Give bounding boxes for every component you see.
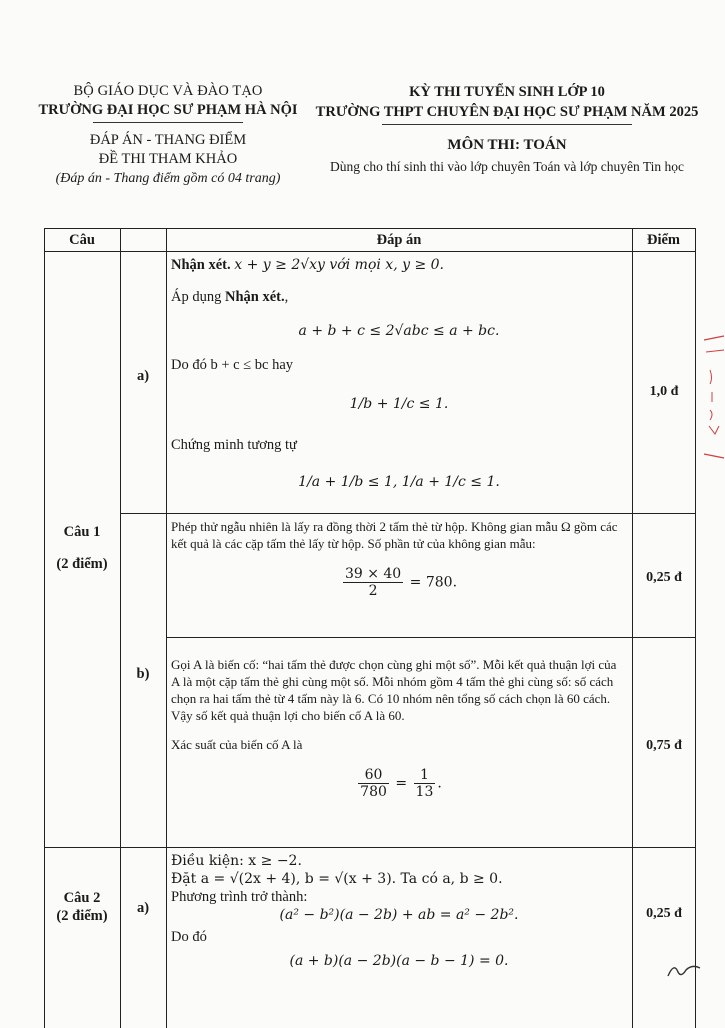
remark-label: Nhận xét. [171, 257, 231, 273]
exam-title: KỲ THI TUYỂN SINH LỚP 10 [409, 84, 605, 100]
row-divider-1a-1b [120, 513, 696, 514]
part-1a-label: a) [136, 368, 150, 384]
apply-remark: Nhận xét. [224, 289, 285, 305]
part-1b-label: b) [136, 666, 150, 682]
header-right [308, 82, 706, 176]
substitution-line: Đặt a = √(2x + 4), b = √(x + 3). Ta có a, b ≥ 0. [171, 871, 503, 887]
ministry-name: BỘ GIÁO DỤC VÀ ĐÀO TẠO [73, 83, 263, 99]
equation-becomes: Phương trình trở thành: [171, 889, 308, 905]
col-header-answer: Đáp án [376, 232, 422, 248]
equation-1a-3: 1/a + 1/b ≤ 1, 1/a + 1/c ≤ 1. [298, 474, 500, 490]
similar-proof-line: Chứng minh tương tự [171, 437, 297, 453]
signature-mark [664, 958, 704, 980]
domain-condition: Điều kiện: x ≥ −2. [171, 853, 302, 869]
answer-2a [171, 852, 627, 970]
header-left [34, 82, 302, 188]
fraction-denominator: 13 [415, 784, 434, 800]
fraction-sample-count [343, 566, 403, 599]
score-1b-1: 0,25 đ [646, 570, 682, 585]
audience-note: Dùng cho thí sinh thi vào lớp chuyên Toán và lớp chuyên Tin học [330, 159, 684, 174]
fraction-numerator: 60 [358, 767, 389, 784]
remark-inequality: x + y ≥ 2√xy với mọi x, y ≥ 0. [234, 257, 444, 273]
equation-1a-2: 1/b + 1/c ≤ 1. [349, 396, 449, 412]
equation-2a-1: (a² − b²)(a − 2b) + ab = a² − 2b². [279, 907, 519, 923]
since-line: Do đó b + c ≤ bc hay [171, 357, 294, 373]
probability-intro: Xác suất của biến cố A là [171, 737, 303, 752]
fraction-denominator: 780 [360, 784, 387, 800]
question-1-label: Câu 1 [63, 524, 101, 540]
question-2-points: (2 điểm) [56, 908, 108, 924]
table-border-right [695, 228, 696, 1028]
fraction-probability-reduced [414, 767, 436, 800]
stamp-edge-mark [700, 330, 725, 470]
row-divider-1b-parts [166, 637, 696, 638]
answer-table [44, 228, 696, 1028]
header-rule-right [382, 124, 632, 125]
answer-1b-probability [171, 656, 627, 800]
answer-1a [171, 256, 627, 500]
equation-2a-2: (a + b)(a − 2b)(a − b − 1) = 0. [289, 953, 509, 969]
header-rule-left [93, 122, 243, 123]
score-1b-2: 0,75 đ [646, 738, 682, 753]
favorable-outcomes-text: Gọi A là biến cố: “hai tấm thẻ được chọn cùng ghi một số”. Mỗi kết quả thuận lợi của A là một cặp tấm thẻ ghi cùng một số. Mỗi nhóm gồm 4 tấm thẻ ghi cùng số: số cách chọn ra hai tấm thẻ từ 4 tấm này là 6. Có 10 nhóm nên tổng số cách chọn là 60 cách. Vậy số kết quả thuận lợi cho biến cố A là 60. [171, 657, 617, 723]
equation-1b-2: $\frac{60}{780}$ = $\frac{1}{13}$ . [360, 767, 442, 800]
hence-line: Do đó [171, 929, 207, 945]
score-2a: 0,25 đ [646, 906, 682, 921]
table-header-bottom [44, 251, 696, 252]
fraction-numerator: 39 × 40 [344, 566, 402, 582]
col-header-question: Câu [69, 232, 95, 248]
score-1a: 1,0 đ [649, 384, 679, 399]
fraction-probability [358, 767, 389, 800]
page-count-note: (Đáp án - Thang điểm gồm có 04 trang) [55, 171, 281, 186]
equation-1a-1: a + b + c ≤ 2√abc ≤ a + bc. [298, 323, 500, 339]
table-top-border [44, 228, 696, 229]
reference-exam: ĐỀ THI THAM KHẢO [98, 151, 238, 167]
school-title: TRƯỜNG THPT CHUYÊN ĐẠI HỌC SƯ PHẠM NĂM 2025 [315, 104, 699, 120]
question-1-points: (2 điểm) [56, 556, 108, 572]
table-col-divider-2 [166, 228, 167, 1028]
equation-rhs: = 780. [409, 574, 458, 591]
apply-suffix: , [284, 289, 289, 305]
fraction-numerator: 1 [414, 767, 436, 784]
subject-title: MÔN THI: TOÁN [447, 137, 567, 153]
sample-space-text: Phép thử ngẫu nhiên là lấy ra đồng thời 2 tấm thẻ từ hộp. Không gian mẫu Ω gồm các kết quả là các cặp tấm thẻ lấy từ hộp. Số phần tử của không gian mẫu: [171, 519, 618, 551]
answer-1b-sample-space [171, 518, 627, 599]
equation-1b-1 [171, 566, 627, 599]
answer-key-title: ĐÁP ÁN - THANG ĐIỂM [89, 132, 247, 148]
row-divider-q1-q2 [44, 847, 696, 848]
col-header-score: Điểm [646, 232, 680, 248]
part-2a-label: a) [136, 900, 150, 916]
university-name: TRƯỜNG ĐẠI HỌC SƯ PHẠM HÀ NỘI [38, 102, 298, 118]
question-2-label: Câu 2 [63, 890, 101, 906]
table-col-divider-3 [632, 228, 633, 1028]
apply-prefix: Áp dụng [171, 289, 225, 305]
fraction-denominator: 2 [368, 583, 378, 599]
